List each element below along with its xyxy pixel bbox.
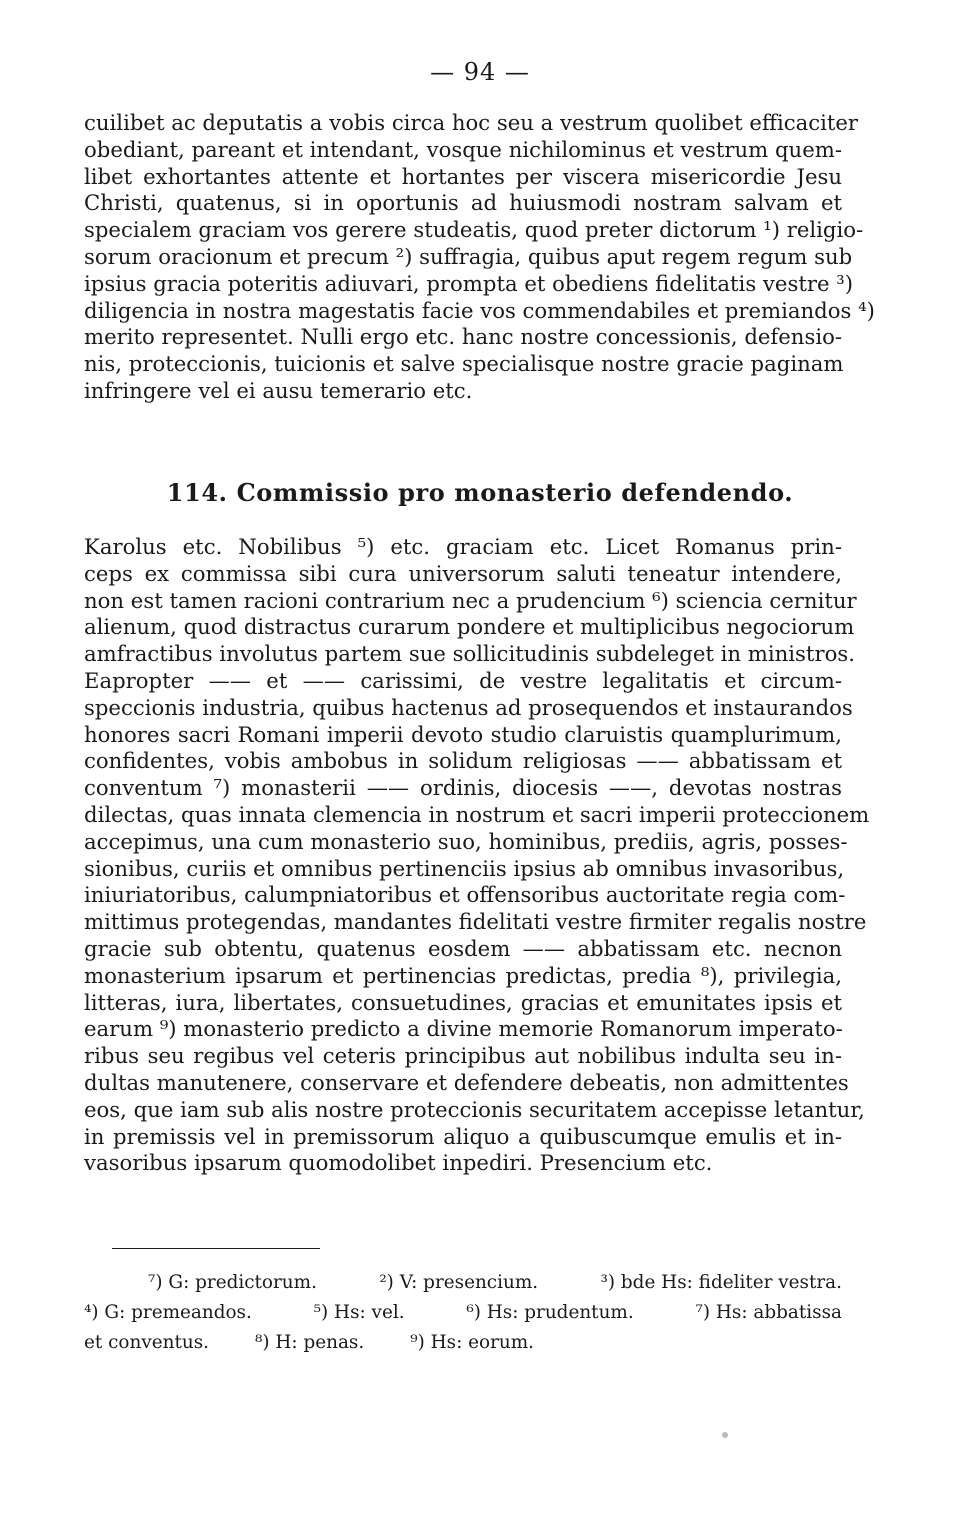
footnote: ⁶) Hs: prudentum. [466, 1302, 634, 1323]
text-line: Christi, quatenus, si in oportunis ad huiusmodi nostram salvam et [84, 190, 842, 216]
footnote: ³) bde Hs: fideliter vestra. [600, 1272, 842, 1293]
text-line: libet exhortantes attente et hortantes per viscera misericordie Jesu [84, 163, 842, 189]
text-line: amfractibus involutus partem sue sollicitudinis subdeleget in ministros. [84, 641, 855, 667]
footnote-line [84, 1298, 842, 1328]
text-line: gracie sub obtentu, quatenus eosdem —— abbatissam etc. necnon [84, 935, 842, 961]
text-line: nis, proteccionis, tuicionis et salve specialisque nostre gracie paginam [84, 351, 844, 377]
footnote: ⁸) H: penas. [254, 1332, 365, 1353]
text-line: infringere vel ei ausu temerario etc. [84, 377, 473, 403]
paragraph-continuation [84, 110, 875, 405]
text-line: cuilibet ac deputatis a vobis circa hoc seu a vestrum quolibet efficaciter [84, 110, 859, 135]
text-line: alienum, quod distractus curarum pondere et multiplicibus negociorum [84, 614, 855, 640]
section-heading: 114. Commissio pro monasterio defendendo. [166, 478, 794, 507]
text-line: litteras, iura, libertates, consuetudines, gracias et emunitates ipsis et [84, 989, 842, 1015]
footnote: ⁷) G: predictorum. [148, 1272, 317, 1293]
text-line: honores sacri Romani imperii devoto studio claruistis quamplurimum, [84, 721, 842, 747]
text-line: specialem graciam vos gerere studeatis, quod preter dictorum ¹) religio- [84, 217, 864, 243]
footnote-line [84, 1268, 842, 1298]
text-line: in premissis vel in premissorum aliquo a quibuscumque emulis et in- [84, 1123, 842, 1149]
footnote-line [84, 1328, 842, 1358]
text-line: speccionis industria, quibus hactenus ad prosequendos et instaurandos [84, 694, 853, 720]
text-line: sionibus, curiis et omnibus pertinenciis ipsius ab omnibus invasoribus, [84, 855, 845, 881]
text-line: conventum ⁷) monasterii —— ordinis, diocesis ——, devotas nostras [84, 775, 842, 801]
text-line: mittimus protegendas, mandantes fidelitati vestre firmiter regalis nostre [84, 909, 867, 935]
footnote: ⁹) Hs: eorum. [410, 1332, 535, 1353]
text-line: Karolus etc. Nobilibus ⁵) etc. graciam etc. Licet Romanus prin- [84, 534, 842, 559]
text-line: obediant, pareant et intendant, vosque nichilominus et vestrum quem- [84, 136, 842, 162]
text-line: monasterium ipsarum et pertinencias predictas, predia ⁸), privilegia, [84, 962, 842, 988]
text-line: sorum oracionum et precum ²) suffragia, quibus aput regem regum sub [84, 243, 853, 269]
text-line: confidentes, vobis ambobus in solidum religiosas —— abbatissam et [84, 748, 842, 774]
text-line: eos, que iam sub alis nostre proteccionis securitatem accepisse letantur, [84, 1096, 865, 1122]
footnote: ⁷) Hs: abbatissa [695, 1302, 842, 1323]
footnote: ⁵) Hs: vel. [313, 1302, 405, 1323]
text-line: non est tamen racioni contrarium nec a prudencium ⁶) sciencia cernitur [84, 587, 857, 613]
footnote: ²) V: presencium. [379, 1272, 539, 1293]
text-line: ceps ex commissa sibi cura universorum saluti teneatur intendere, [84, 560, 842, 586]
text-line: Eapropter —— et —— carissimi, de vestre legalitatis et circum- [84, 667, 842, 693]
text-line: earum ⁹) monasterio predicto a divine memorie Romanorum imperato- [84, 1016, 843, 1042]
text-line: merito representet. Nulli ergo etc. hanc nostre concessionis, defensio- [84, 324, 843, 350]
text-line: diligencia in nostra magestatis facie vos commendabiles et premiandos ⁴) [84, 297, 875, 323]
paragraph-charter [84, 534, 870, 1177]
footnotes [84, 1268, 842, 1358]
footnote: et conventus. [84, 1332, 209, 1353]
text-line: dilectas, quas innata clemencia in nostrum et sacri imperii proteccionem [84, 801, 870, 827]
footnote-separator [112, 1248, 320, 1249]
text-line: dultas manutenere, conservare et defendere debeatis, non admittentes [84, 1069, 849, 1095]
text-line: ipsius gracia poteritis adiuvari, prompta et obediens fidelitatis vestre ³) [84, 270, 853, 296]
text-line: ribus seu regibus vel ceteris principibus aut nobilibus indulta seu in- [84, 1043, 842, 1069]
footnote: ⁴) G: premeandos. [84, 1302, 252, 1323]
text-line: accepimus, una cum monasterio suo, hominibus, prediis, agris, posses- [84, 828, 848, 854]
text-line: iniuriatoribus, calumpniatoribus et offensoribus auctoritate regia com- [84, 882, 846, 908]
text-line: vasoribus ipsarum quomodolibet inpediri. Presencium etc. [84, 1150, 713, 1176]
page-number: — 94 — [430, 58, 530, 86]
paper-speck [722, 1432, 728, 1438]
